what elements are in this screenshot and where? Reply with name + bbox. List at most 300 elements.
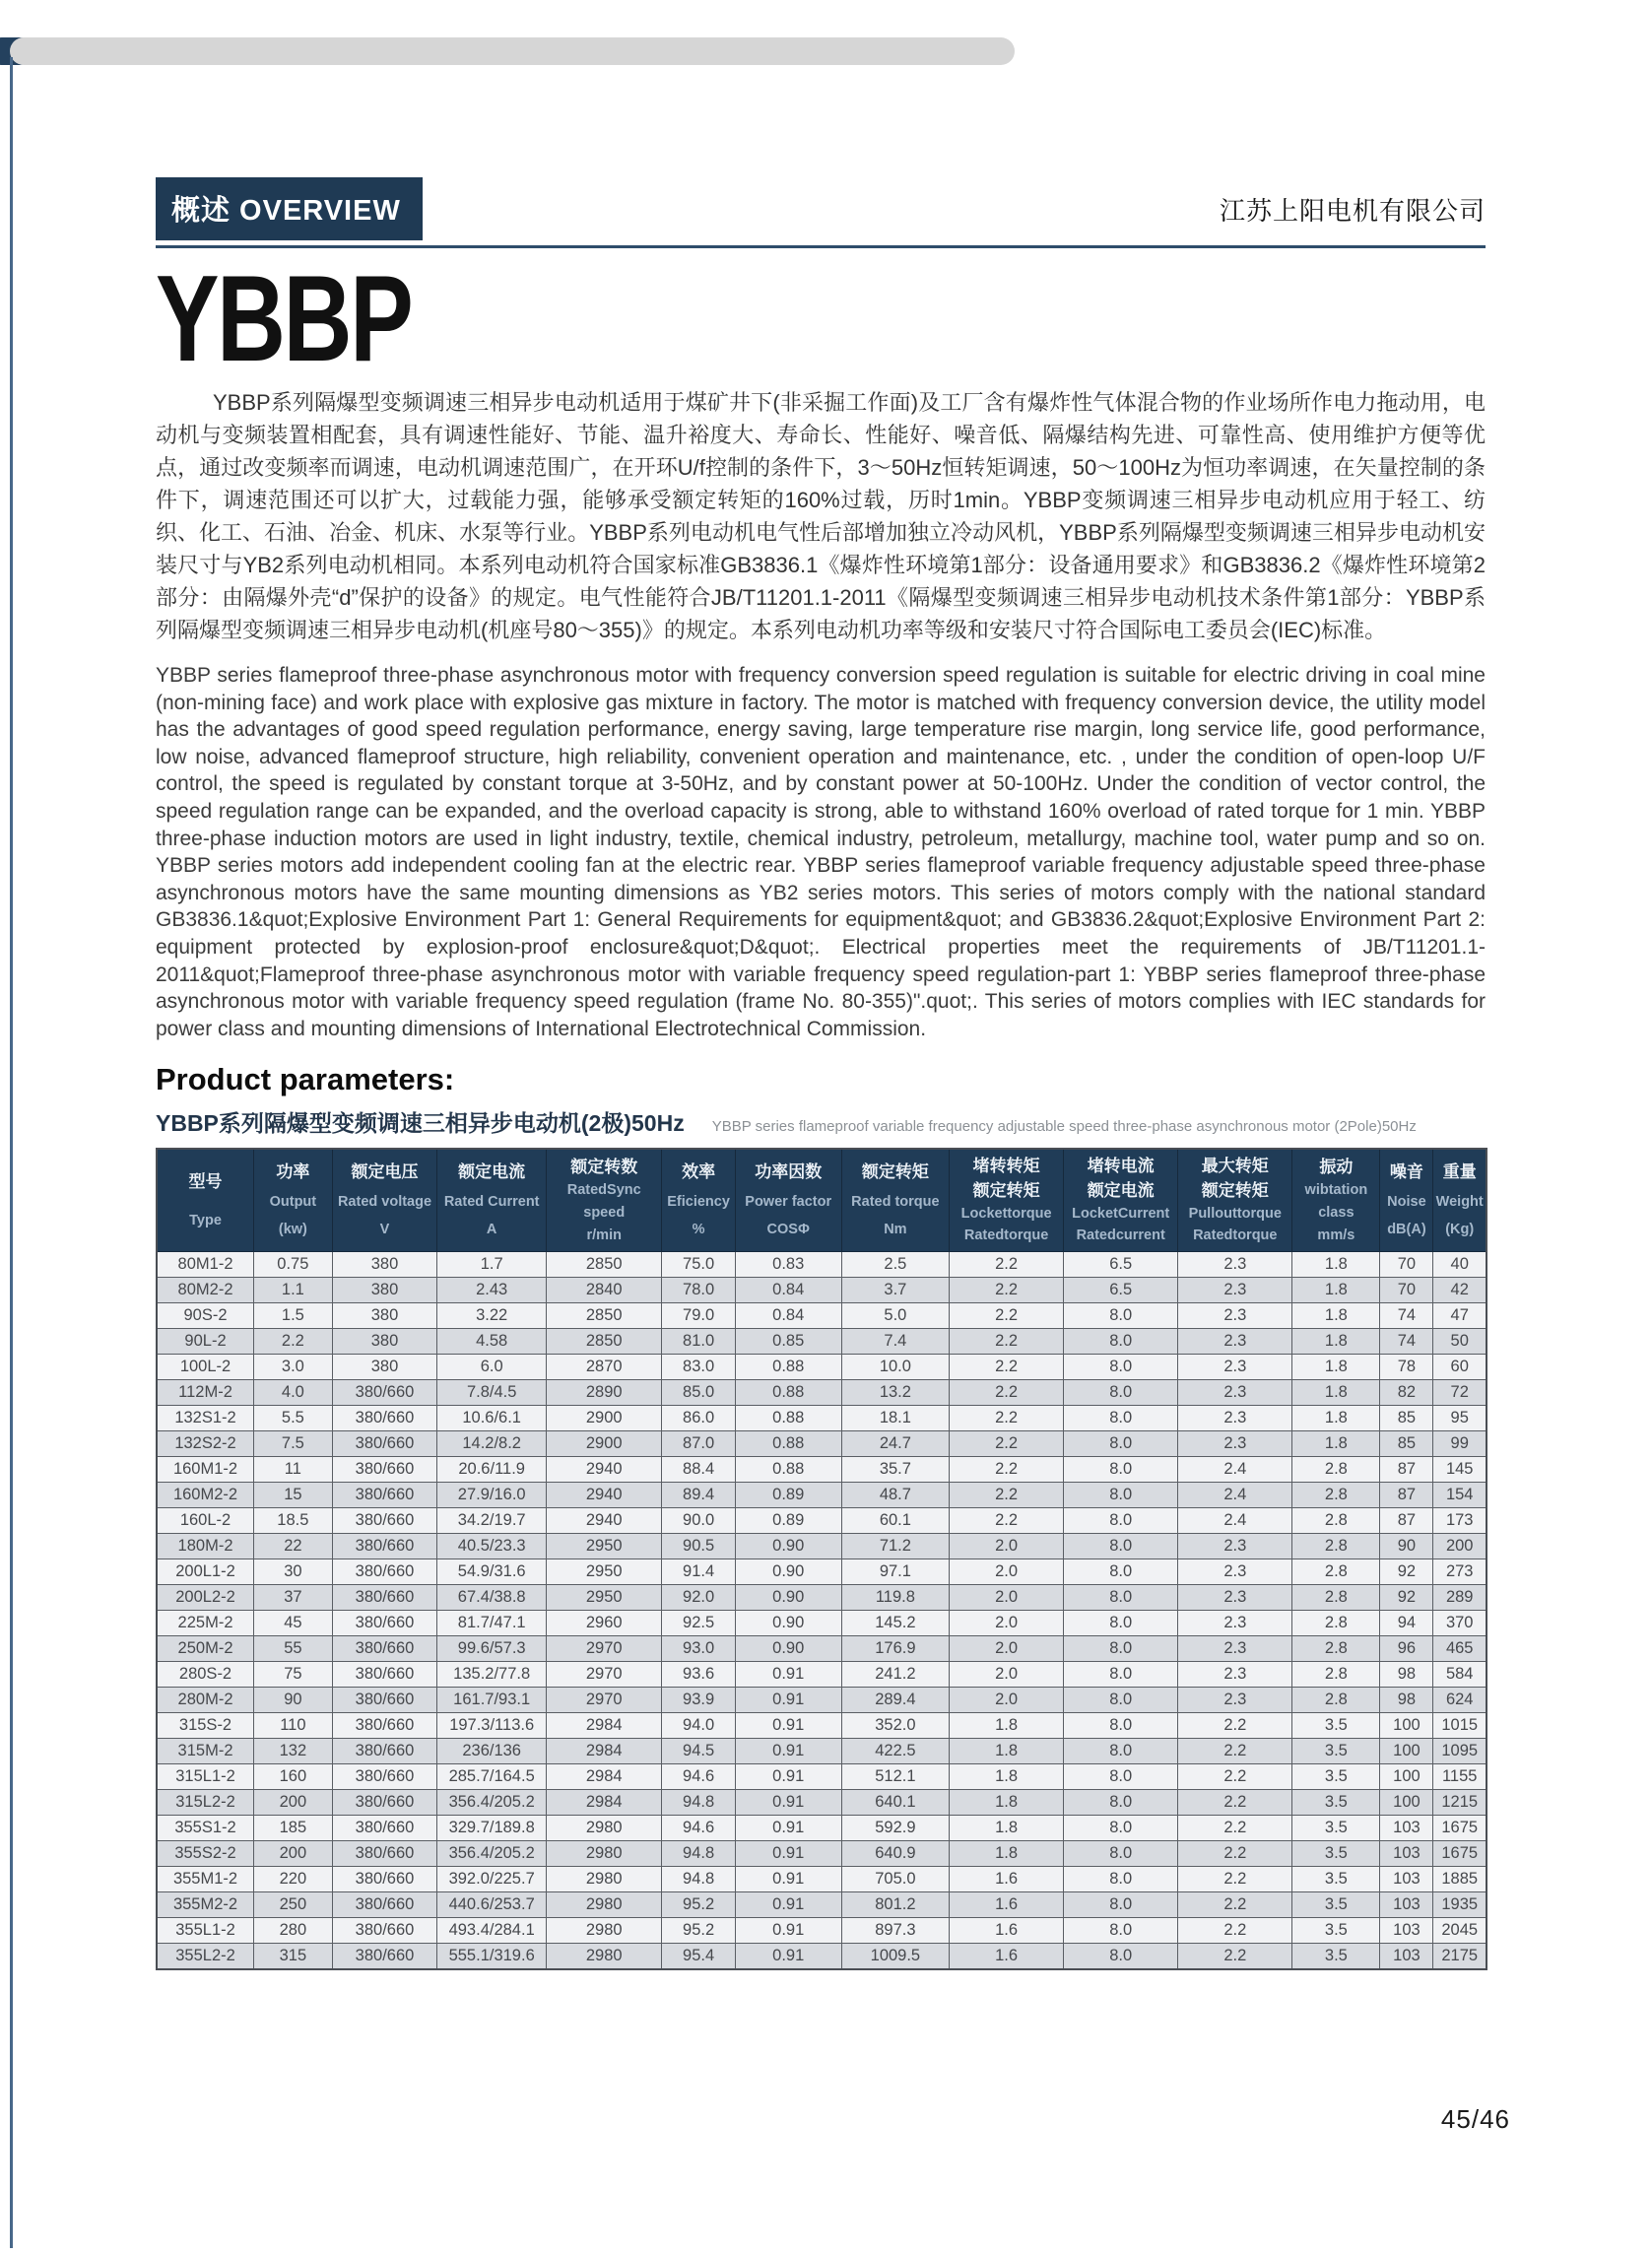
table-cell: 0.75 <box>254 1251 333 1277</box>
table-cell: 60 <box>1433 1354 1487 1379</box>
table-cell: 135.2/77.8 <box>437 1661 547 1687</box>
table-cell: 200 <box>254 1840 333 1866</box>
table-cell: 2950 <box>547 1584 662 1610</box>
table-cell: 380/660 <box>332 1815 437 1840</box>
table-cell: 2984 <box>547 1789 662 1815</box>
table-cell: 34.2/19.7 <box>437 1507 547 1533</box>
table-cell: 94.6 <box>662 1815 735 1840</box>
table-cell: 112M-2 <box>157 1379 254 1405</box>
table-cell: 95.4 <box>662 1943 735 1969</box>
table-cell: 2950 <box>547 1559 662 1584</box>
table-cell: 2.2 <box>950 1430 1064 1456</box>
table-cell: 22 <box>254 1533 333 1559</box>
table-cell: 1675 <box>1433 1840 1487 1866</box>
table-cell: 2984 <box>547 1712 662 1738</box>
table-row <box>157 1533 1487 1559</box>
table-cell: 2.2 <box>950 1328 1064 1354</box>
table-head <box>157 1149 1487 1251</box>
table-row <box>157 1687 1487 1712</box>
product-parameters-heading: Product parameters: <box>156 1062 455 1097</box>
table-cell: 0.91 <box>735 1789 841 1815</box>
table-cell: 380/660 <box>332 1738 437 1763</box>
table-cell: 95.2 <box>662 1917 735 1943</box>
table-cell: 95 <box>1433 1405 1487 1430</box>
column-header: 振动 wibtation class mm/s <box>1292 1149 1380 1251</box>
table-cell: 8.0 <box>1064 1379 1178 1405</box>
table-cell: 2850 <box>547 1328 662 1354</box>
table-cell: 98 <box>1380 1661 1433 1687</box>
table-cell: 67.4/38.8 <box>437 1584 547 1610</box>
table-cell: 2980 <box>547 1840 662 1866</box>
intro-paragraph-en: YBBP series flameproof three-phase asynchronous motor with frequency conversion speed regulation is suitable for electric driving in coal mine (non-mining face) and work place with explosive gas mixture in factory. The motor is matched with frequency conversion device, the utility model has the advantages of good speed regulation performance, energy saving, large temperature rise margin, long service life, good performance, low noise, advanced flameproof structure, high reliability, convenient operation and maintenance, etc. , under the condition of open-loop U/F control, the speed is regulated by constant torque at 3-50Hz, and by constant power at 50-100Hz. Under the condition of vector control, the speed regulation range can be expanded, and the overload capacity is strong, able to withstand 160% overload of rated torque for 1 min. YBBP three-phase induction motors are used in light industry, textile, chemical industry, petroleum, metallurgy, machine tool, water pump and so on. YBBP series motors add independent cooling fan at the electric rear. YBBP series flameproof variable frequency adjustable speed three-phase asynchronous motors have the same mounting dimensions as YB2 series motors. This series of motors comply with the national standard GB3836.1&quot;Explosive Environment Part 1: General Requirements for equipment&quot; and GB3836.2&quot;Explosive Environment Part 2: equipment protected by explosion-proof enclosure&quot;D&quot;. Electrical properties meet the requirements of JB/T11201.1-2011&quot;Flameproof three-phase asynchronous motor with variable frequency speed regulation-part 1: YBBP series flameproof three-phase asynchronous motor with variable frequency speed regulation (frame No. 80-355)".quot;. This series of motors complies with IEC standards for power class and mounting dimensions of International Electrotechnical Commission. <box>156 664 1486 1040</box>
table-cell: 2.3 <box>1178 1584 1292 1610</box>
table-cell: 8.0 <box>1064 1840 1178 1866</box>
table-cell: 2970 <box>547 1687 662 1712</box>
table-cell: 380/660 <box>332 1635 437 1661</box>
page-title-text: YBBP <box>156 251 412 387</box>
table-cell: 197.3/113.6 <box>437 1712 547 1738</box>
table-cell: 180M-2 <box>157 1533 254 1559</box>
table-cell: 2.2 <box>950 1379 1064 1405</box>
table-cell: 380 <box>332 1354 437 1379</box>
table-cell: 103 <box>1380 1891 1433 1917</box>
table-cell: 1.5 <box>254 1302 333 1328</box>
table-cell: 2.3 <box>1178 1405 1292 1430</box>
table-cell: 2.3 <box>1178 1661 1292 1687</box>
table-cell: 250M-2 <box>157 1635 254 1661</box>
column-header: 重量 Weight (Kg) <box>1433 1149 1487 1251</box>
table-cell: 15 <box>254 1482 333 1507</box>
table-cell: 154 <box>1433 1482 1487 1507</box>
table-cell: 2.3 <box>1178 1533 1292 1559</box>
table-cell: 0.91 <box>735 1866 841 1891</box>
table-cell: 0.84 <box>735 1302 841 1328</box>
table-cell: 220 <box>254 1866 333 1891</box>
table-subtitle-row <box>156 1105 1486 1138</box>
table-cell: 2.2 <box>1178 1763 1292 1789</box>
table-cell: 2.2 <box>1178 1866 1292 1891</box>
table-cell: 1.8 <box>1292 1328 1380 1354</box>
table-cell: 2.2 <box>1178 1917 1292 1943</box>
table-cell: 74 <box>1380 1302 1433 1328</box>
table-cell: 160M2-2 <box>157 1482 254 1507</box>
table-cell: 8.0 <box>1064 1302 1178 1328</box>
table-cell: 4.0 <box>254 1379 333 1405</box>
table-cell: 0.88 <box>735 1430 841 1456</box>
table-cell: 27.9/16.0 <box>437 1482 547 1507</box>
table-cell: 87.0 <box>662 1430 735 1456</box>
table-cell: 1.8 <box>950 1738 1064 1763</box>
table-cell: 465 <box>1433 1635 1487 1661</box>
table-cell: 92.0 <box>662 1584 735 1610</box>
table-cell: 2.2 <box>1178 1891 1292 1917</box>
table-cell: 100 <box>1380 1763 1433 1789</box>
table-cell: 78 <box>1380 1354 1433 1379</box>
table-cell: 40 <box>1433 1251 1487 1277</box>
column-header: 最大转矩 额定转矩 Pullouttorque Ratedtorque <box>1178 1149 1292 1251</box>
table-cell: 10.6/6.1 <box>437 1405 547 1430</box>
table-cell: 0.91 <box>735 1687 841 1712</box>
table-row <box>157 1738 1487 1763</box>
table-cell: 132S1-2 <box>157 1405 254 1430</box>
table-cell: 8.0 <box>1064 1328 1178 1354</box>
table-cell: 2980 <box>547 1866 662 1891</box>
table-cell: 2.8 <box>1292 1507 1380 1533</box>
table-cell: 2.2 <box>1178 1840 1292 1866</box>
table-cell: 0.91 <box>735 1815 841 1840</box>
table-cell: 8.0 <box>1064 1661 1178 1687</box>
table-cell: 1215 <box>1433 1789 1487 1815</box>
table-cell: 352.0 <box>841 1712 949 1738</box>
table-header-row <box>157 1149 1487 1251</box>
table-row <box>157 1354 1487 1379</box>
page-content <box>156 177 1486 1970</box>
table-cell: 2890 <box>547 1379 662 1405</box>
table-cell: 3.5 <box>1292 1738 1380 1763</box>
table-cell: 3.22 <box>437 1302 547 1328</box>
table-cell: 42 <box>1433 1277 1487 1302</box>
table-cell: 87 <box>1380 1482 1433 1507</box>
table-cell: 20.6/11.9 <box>437 1456 547 1482</box>
table-cell: 380/660 <box>332 1763 437 1789</box>
table-row <box>157 1763 1487 1789</box>
table-cell: 93.6 <box>662 1661 735 1687</box>
table-cell: 94 <box>1380 1610 1433 1635</box>
table-cell: 225M-2 <box>157 1610 254 1635</box>
table-cell: 512.1 <box>841 1763 949 1789</box>
table-cell: 81.7/47.1 <box>437 1610 547 1635</box>
table-cell: 87 <box>1380 1507 1433 1533</box>
table-cell: 3.5 <box>1292 1917 1380 1943</box>
table-cell: 355S2-2 <box>157 1840 254 1866</box>
table-cell: 2.2 <box>950 1456 1064 1482</box>
table-cell: 37 <box>254 1584 333 1610</box>
table-cell: 1.6 <box>950 1917 1064 1943</box>
table-cell: 93.9 <box>662 1687 735 1712</box>
table-cell: 380/660 <box>332 1661 437 1687</box>
table-row <box>157 1891 1487 1917</box>
table-cell: 132S2-2 <box>157 1430 254 1456</box>
table-cell: 8.0 <box>1064 1866 1178 1891</box>
table-cell: 1.8 <box>950 1789 1064 1815</box>
table-cell: 241.2 <box>841 1661 949 1687</box>
top-gray-bar <box>10 37 1015 65</box>
table-cell: 3.0 <box>254 1354 333 1379</box>
table-cell: 55 <box>254 1635 333 1661</box>
table-cell: 315 <box>254 1943 333 1969</box>
table-cell: 3.5 <box>1292 1840 1380 1866</box>
table-cell: 2.2 <box>1178 1738 1292 1763</box>
table-cell: 100 <box>1380 1712 1433 1738</box>
table-cell: 2984 <box>547 1738 662 1763</box>
table-cell: 103 <box>1380 1917 1433 1943</box>
table-cell: 160 <box>254 1763 333 1789</box>
table-cell: 315M-2 <box>157 1738 254 1763</box>
table-cell: 103 <box>1380 1943 1433 1969</box>
table-cell: 0.90 <box>735 1559 841 1584</box>
table-row <box>157 1840 1487 1866</box>
table-cell: 1935 <box>1433 1891 1487 1917</box>
table-cell: 380/660 <box>332 1405 437 1430</box>
table-cell: 1.8 <box>1292 1379 1380 1405</box>
table-cell: 79.0 <box>662 1302 735 1328</box>
table-cell: 7.4 <box>841 1328 949 1354</box>
table-cell: 82 <box>1380 1379 1433 1405</box>
table-cell: 0.90 <box>735 1635 841 1661</box>
page-number: 45/46 <box>1440 2104 1510 2134</box>
table-cell: 801.2 <box>841 1891 949 1917</box>
table-cell: 3.5 <box>1292 1815 1380 1840</box>
table-cell: 2.0 <box>950 1687 1064 1712</box>
table-cell: 355M2-2 <box>157 1891 254 1917</box>
column-header: 噪音 Noise dB(A) <box>1380 1149 1433 1251</box>
table-row <box>157 1482 1487 1507</box>
table-cell: 3.5 <box>1292 1866 1380 1891</box>
table-cell: 87 <box>1380 1456 1433 1482</box>
table-cell: 30 <box>254 1559 333 1584</box>
table-cell: 91.4 <box>662 1559 735 1584</box>
table-cell: 1.6 <box>950 1943 1064 1969</box>
table-cell: 85.0 <box>662 1379 735 1405</box>
table-cell: 2.3 <box>1178 1354 1292 1379</box>
table-cell: 8.0 <box>1064 1533 1178 1559</box>
table-cell: 103 <box>1380 1815 1433 1840</box>
table-cell: 8.0 <box>1064 1738 1178 1763</box>
table-cell: 2.2 <box>1178 1712 1292 1738</box>
table-cell: 18.5 <box>254 1507 333 1533</box>
table-cell: 1.8 <box>950 1840 1064 1866</box>
header-rule <box>156 245 1486 248</box>
table-cell: 7.8/4.5 <box>437 1379 547 1405</box>
table-cell: 6.5 <box>1064 1251 1178 1277</box>
table-cell: 380/660 <box>332 1891 437 1917</box>
table-cell: 90S-2 <box>157 1302 254 1328</box>
table-cell: 2.3 <box>1178 1277 1292 1302</box>
table-cell: 1.8 <box>1292 1277 1380 1302</box>
table-cell: 0.84 <box>735 1277 841 1302</box>
table-cell: 8.0 <box>1064 1891 1178 1917</box>
column-header: 额定电流 Rated Current A <box>437 1149 547 1251</box>
table-cell: 6.0 <box>437 1354 547 1379</box>
table-cell: 145 <box>1433 1456 1487 1482</box>
table-cell: 2175 <box>1433 1943 1487 1969</box>
table-cell: 8.0 <box>1064 1917 1178 1943</box>
table-cell: 1.8 <box>1292 1354 1380 1379</box>
page-title <box>156 251 1486 387</box>
table-body <box>157 1251 1487 1969</box>
table-cell: 94.0 <box>662 1712 735 1738</box>
table-cell: 0.91 <box>735 1840 841 1866</box>
table-row <box>157 1866 1487 1891</box>
table-cell: 2.3 <box>1178 1328 1292 1354</box>
table-cell: 2960 <box>547 1610 662 1635</box>
table-cell: 2.2 <box>950 1277 1064 1302</box>
table-cell: 2940 <box>547 1482 662 1507</box>
table-cell: 24.7 <box>841 1430 949 1456</box>
table-cell: 1885 <box>1433 1866 1487 1891</box>
table-cell: 10.0 <box>841 1354 949 1379</box>
table-cell: 0.89 <box>735 1507 841 1533</box>
table-cell: 8.0 <box>1064 1430 1178 1456</box>
table-cell: 380/660 <box>332 1559 437 1584</box>
table-cell: 200L1-2 <box>157 1559 254 1584</box>
table-cell: 2900 <box>547 1405 662 1430</box>
table-cell: 6.5 <box>1064 1277 1178 1302</box>
table-cell: 54.9/31.6 <box>437 1559 547 1584</box>
column-header: 堵转转矩 额定转矩 Lockettorque Ratedtorque <box>950 1149 1064 1251</box>
overview-badge: 概述 OVERVIEW <box>156 177 423 240</box>
column-header: 额定电压 Rated voltage V <box>332 1149 437 1251</box>
table-cell: 2980 <box>547 1891 662 1917</box>
table-row <box>157 1302 1487 1328</box>
table-cell: 94.5 <box>662 1738 735 1763</box>
table-cell: 90L-2 <box>157 1328 254 1354</box>
table-cell: 100 <box>1380 1738 1433 1763</box>
table-cell: 86.0 <box>662 1405 735 1430</box>
table-cell: 289.4 <box>841 1687 949 1712</box>
table-cell: 1.7 <box>437 1251 547 1277</box>
table-cell: 592.9 <box>841 1815 949 1840</box>
table-cell: 2950 <box>547 1533 662 1559</box>
table-cell: 0.88 <box>735 1379 841 1405</box>
table-cell: 355S1-2 <box>157 1815 254 1840</box>
table-cell: 11 <box>254 1456 333 1482</box>
table-cell: 95.2 <box>662 1891 735 1917</box>
table-cell: 8.0 <box>1064 1789 1178 1815</box>
table-cell: 640.1 <box>841 1789 949 1815</box>
table-cell: 315L1-2 <box>157 1763 254 1789</box>
table-cell: 18.1 <box>841 1405 949 1430</box>
table-cell: 380/660 <box>332 1917 437 1943</box>
table-cell: 2.0 <box>950 1584 1064 1610</box>
table-cell: 0.91 <box>735 1661 841 1687</box>
table-cell: 355L1-2 <box>157 1917 254 1943</box>
table-cell: 173 <box>1433 1507 1487 1533</box>
table-cell: 380 <box>332 1302 437 1328</box>
table-cell: 8.0 <box>1064 1507 1178 1533</box>
table-cell: 315L2-2 <box>157 1789 254 1815</box>
table-cell: 2.2 <box>1178 1815 1292 1840</box>
table-cell: 0.91 <box>735 1763 841 1789</box>
table-cell: 315S-2 <box>157 1712 254 1738</box>
table-cell: 2.43 <box>437 1277 547 1302</box>
table-cell: 380/660 <box>332 1533 437 1559</box>
table-cell: 493.4/284.1 <box>437 1917 547 1943</box>
table-cell: 2.4 <box>1178 1482 1292 1507</box>
table-cell: 1.8 <box>1292 1430 1380 1456</box>
table-cell: 8.0 <box>1064 1763 1178 1789</box>
table-cell: 8.0 <box>1064 1687 1178 1712</box>
table-cell: 78.0 <box>662 1277 735 1302</box>
table-cell: 0.91 <box>735 1917 841 1943</box>
table-cell: 280S-2 <box>157 1661 254 1687</box>
table-cell: 8.0 <box>1064 1815 1178 1840</box>
table-cell: 2870 <box>547 1354 662 1379</box>
table-cell: 0.90 <box>735 1610 841 1635</box>
table-cell: 4.58 <box>437 1328 547 1354</box>
table-cell: 280M-2 <box>157 1687 254 1712</box>
table-row <box>157 1328 1487 1354</box>
table-cell: 2.2 <box>950 1482 1064 1507</box>
table-cell: 2.4 <box>1178 1507 1292 1533</box>
table-cell: 145.2 <box>841 1610 949 1635</box>
table-cell: 50 <box>1433 1328 1487 1354</box>
table-cell: 8.0 <box>1064 1635 1178 1661</box>
table-cell: 250 <box>254 1891 333 1917</box>
table-cell: 2.2 <box>950 1507 1064 1533</box>
table-cell: 2.0 <box>950 1559 1064 1584</box>
table-cell: 2984 <box>547 1763 662 1789</box>
table-cell: 89.4 <box>662 1482 735 1507</box>
table-cell: 185 <box>254 1815 333 1840</box>
table-cell: 1.8 <box>1292 1405 1380 1430</box>
table-cell: 8.0 <box>1064 1584 1178 1610</box>
table-cell: 640.9 <box>841 1840 949 1866</box>
table-cell: 329.7/189.8 <box>437 1815 547 1840</box>
table-cell: 97.1 <box>841 1559 949 1584</box>
table-cell: 5.5 <box>254 1405 333 1430</box>
table-cell: 132 <box>254 1738 333 1763</box>
table-cell: 555.1/319.6 <box>437 1943 547 1969</box>
table-cell: 2.3 <box>1178 1251 1292 1277</box>
table-cell: 380/660 <box>332 1507 437 1533</box>
table-cell: 624 <box>1433 1687 1487 1712</box>
table-cell: 380 <box>332 1277 437 1302</box>
table-row <box>157 1277 1487 1302</box>
table-row <box>157 1635 1487 1661</box>
table-cell: 2.0 <box>950 1610 1064 1635</box>
table-subtitle-en: YBBP series flameproof variable frequency adjustable speed three-phase asynchronous motor (2Pole)50Hz <box>711 1118 1417 1136</box>
table-cell: 380 <box>332 1328 437 1354</box>
column-header: 效率 Eficiency % <box>662 1149 735 1251</box>
table-cell: 45 <box>254 1610 333 1635</box>
table-cell: 2.2 <box>1178 1789 1292 1815</box>
table-cell: 380/660 <box>332 1840 437 1866</box>
column-header: 额定转矩 Rated torque Nm <box>841 1149 949 1251</box>
table-cell: 380/660 <box>332 1687 437 1712</box>
table-cell: 2970 <box>547 1661 662 1687</box>
table-cell: 88.4 <box>662 1456 735 1482</box>
table-cell: 2.3 <box>1178 1379 1292 1405</box>
table-cell: 8.0 <box>1064 1482 1178 1507</box>
table-cell: 380/660 <box>332 1379 437 1405</box>
table-cell: 72 <box>1433 1379 1487 1405</box>
table-cell: 0.88 <box>735 1405 841 1430</box>
table-cell: 14.2/8.2 <box>437 1430 547 1456</box>
table-row <box>157 1251 1487 1277</box>
table-cell: 2.8 <box>1292 1559 1380 1584</box>
table-cell: 2900 <box>547 1430 662 1456</box>
table-cell: 99.6/57.3 <box>437 1635 547 1661</box>
table-cell: 2.8 <box>1292 1661 1380 1687</box>
table-cell: 897.3 <box>841 1917 949 1943</box>
table-cell: 81.0 <box>662 1328 735 1354</box>
table-cell: 380/660 <box>332 1610 437 1635</box>
table-cell: 200L2-2 <box>157 1584 254 1610</box>
table-cell: 2940 <box>547 1507 662 1533</box>
table-cell: 160M1-2 <box>157 1456 254 1482</box>
table-cell: 2.3 <box>1178 1610 1292 1635</box>
table-cell: 380/660 <box>332 1482 437 1507</box>
table-cell: 355L2-2 <box>157 1943 254 1969</box>
table-cell: 8.0 <box>1064 1354 1178 1379</box>
table-cell: 161.7/93.1 <box>437 1687 547 1712</box>
table-cell: 0.85 <box>735 1328 841 1354</box>
table-cell: 2.3 <box>1178 1302 1292 1328</box>
table-row <box>157 1456 1487 1482</box>
table-cell: 100 <box>1380 1789 1433 1815</box>
table-cell: 285.7/164.5 <box>437 1763 547 1789</box>
